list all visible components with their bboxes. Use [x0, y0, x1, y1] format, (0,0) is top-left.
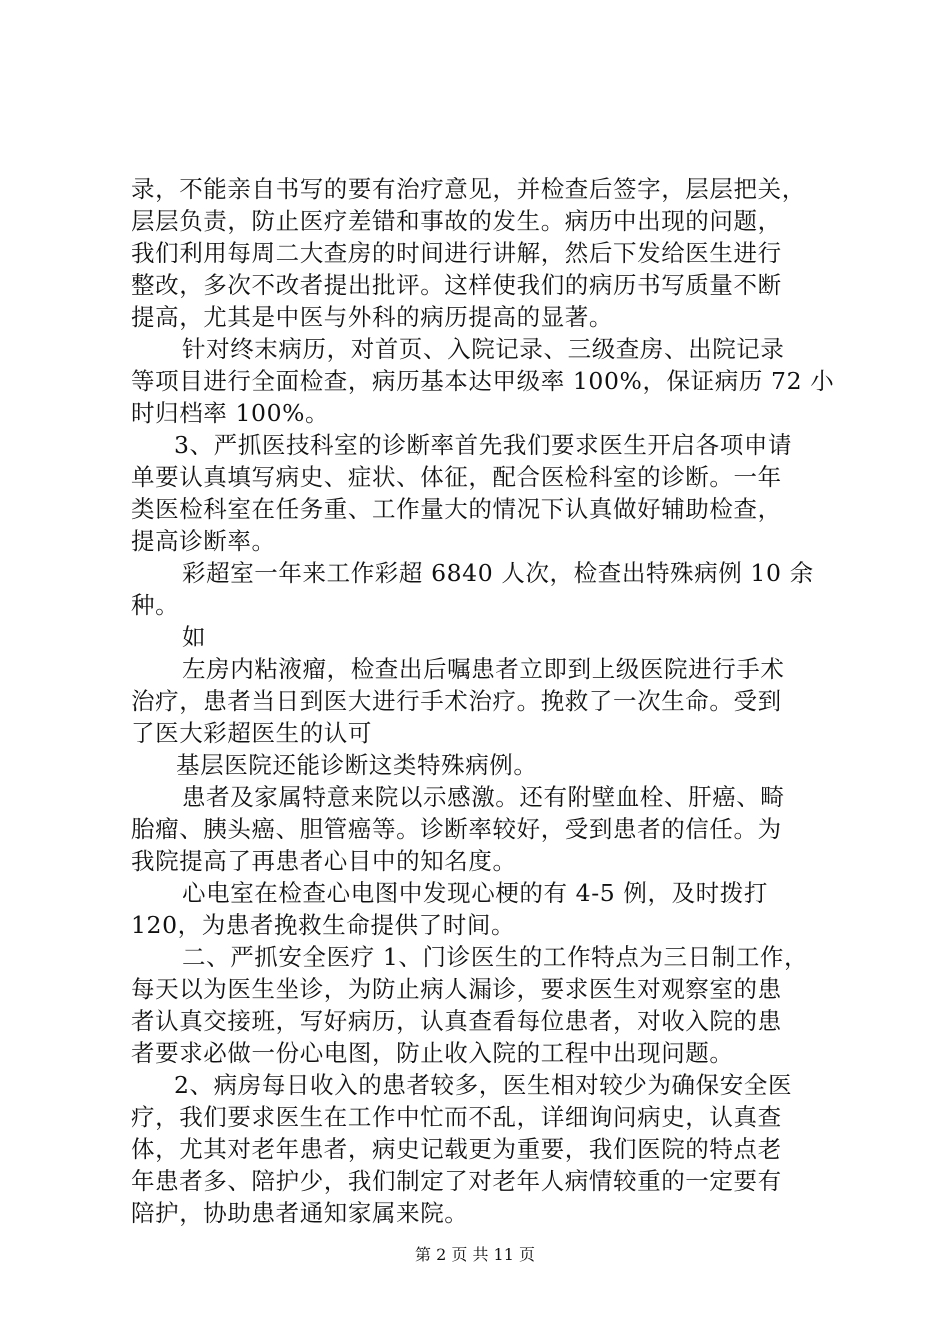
text-line: 2、病房每日收入的患者较多，医生相对较少为确保安全医 — [174, 1071, 793, 1099]
text-line: 120，为患者挽救生命提供了时间。 — [131, 911, 516, 939]
text-line: 录，不能亲自书写的要有治疗意见，并检查后签字，层层把关， — [131, 175, 806, 203]
text-line: 年患者多、陪护少，我们制定了对老年人病情较重的一定要有 — [131, 1167, 782, 1195]
text-line: 单要认真填写病史、症状、体征，配合医检科室的诊断。一年 — [131, 463, 782, 491]
text-line: 疗，我们要求医生在工作中忙而不乱，详细询问病史，认真查 — [131, 1103, 782, 1131]
text-line: 提高，尤其是中医与外科的病历提高的显著。 — [131, 303, 613, 331]
text-line: 基层医院还能诊断这类特殊病例。 — [176, 751, 538, 779]
text-line: 左房内粘液瘤，检查出后嘱患者立即到上级医院进行手术 — [182, 655, 785, 683]
text-line: 体，尤其对老年患者，病史记载更为重要，我们医院的特点老 — [131, 1135, 782, 1163]
text-line: 治疗，患者当日到医大进行手术治疗。挽救了一次生命。受到 — [131, 687, 782, 715]
text-line: 陪护，协助患者通知家属来院。 — [131, 1199, 469, 1227]
text-line: 3、严抓医技科室的诊断率首先我们要求医生开启各项申请 — [174, 431, 793, 459]
text-line: 每天以为医生坐诊，为防止病人漏诊，要求医生对观察室的患 — [131, 975, 782, 1003]
text-line: 针对终末病历，对首页、入院记录、三级查房、出院记录 — [182, 335, 785, 363]
text-line: 二、严抓安全医疗 1、门诊医生的工作特点为三日制工作， — [182, 943, 809, 971]
text-line: 提高诊断率。 — [131, 527, 276, 555]
text-line: 时归档率 100%。 — [131, 399, 330, 427]
text-line: 类医检科室在任务重、工作量大的情况下认真做好辅助检查， — [131, 495, 782, 523]
text-line: 我院提高了再患者心目中的知名度。 — [131, 847, 517, 875]
text-line: 我们利用每周二大查房的时间进行讲解，然后下发给医生进行 — [131, 239, 782, 267]
text-line: 如 — [182, 623, 207, 651]
text-line: 种。 — [131, 591, 180, 619]
text-line: 彩超室一年来工作彩超 6840 人次，检查出特殊病例 10 余 — [182, 559, 814, 587]
page-number-footer: 第 2 页 共 11 页 — [415, 1245, 535, 1264]
text-line: 了医大彩超医生的认可 — [131, 719, 372, 747]
text-line: 者要求必做一份心电图，防止收入院的工程中出现问题。 — [131, 1039, 734, 1067]
text-line: 心电室在检查心电图中发现心梗的有 4-5 例，及时拨打 — [182, 879, 768, 907]
text-line: 者认真交接班，写好病历，认真查看每位患者，对收入院的患 — [131, 1007, 782, 1035]
text-line: 等项目进行全面检查，病历基本达甲级率 100%，保证病历 72 小 — [131, 367, 835, 395]
text-line: 胎瘤、胰头癌、胆管癌等。诊断率较好，受到患者的信任。为 — [131, 815, 782, 843]
text-line: 层层负责，防止医疗差错和事故的发生。病历中出现的问题， — [131, 207, 782, 235]
text-line: 患者及家属特意来院以示感激。还有附壁血栓、肝癌、畸 — [182, 783, 785, 811]
text-line: 整改，多次不改者提出批评。这样使我们的病历书写质量不断 — [131, 271, 782, 299]
